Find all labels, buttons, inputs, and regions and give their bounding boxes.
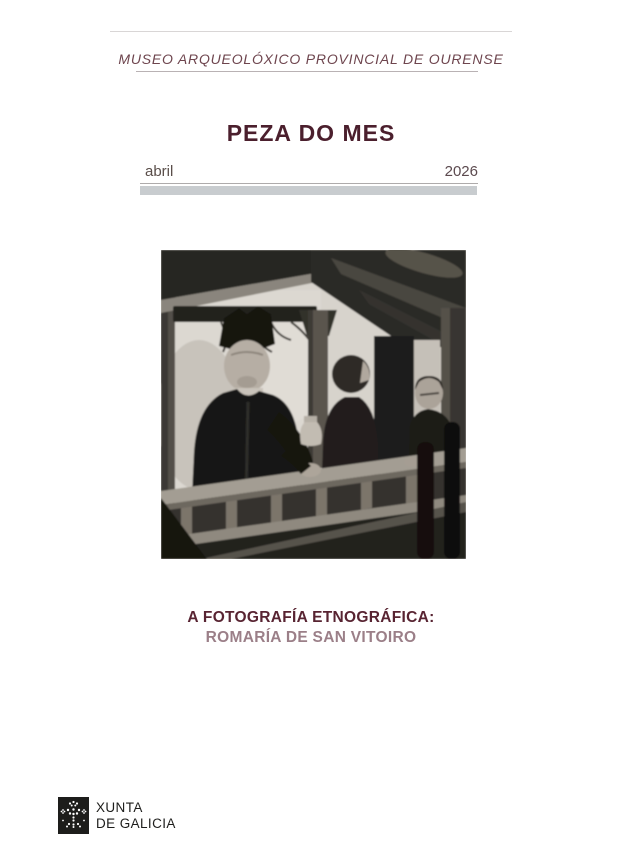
header-gray-bar — [140, 186, 477, 195]
caption-line-2: ROMARÍA DE SAN VITOIRO — [205, 629, 417, 646]
header-top-rule — [110, 31, 512, 32]
month-label: abril — [145, 163, 174, 180]
xunta-logo-line-2: DE GALICIA — [96, 815, 176, 831]
xunta-logo-text — [96, 800, 176, 831]
museum-name-underline — [136, 71, 478, 72]
date-underline — [140, 183, 478, 184]
xunta-emblem-icon — [58, 797, 89, 834]
caption-line-1: A FOTOGRAFÍA ETNOGRÁFICA: — [187, 609, 435, 626]
xunta-de-galicia-logo — [58, 797, 176, 834]
ethnographic-photo — [161, 250, 466, 559]
year-label: 2026 — [444, 163, 478, 180]
page-title: PEZA DO MES — [226, 120, 396, 146]
ethnographic-photo-illustration — [161, 250, 466, 559]
xunta-logo-line-1: XUNTA — [96, 800, 143, 815]
date-row — [140, 163, 478, 181]
caption — [0, 608, 622, 648]
museum-name: MUSEO ARQUEOLÓXICO PROVINCIAL DE OURENSE — [118, 51, 504, 67]
